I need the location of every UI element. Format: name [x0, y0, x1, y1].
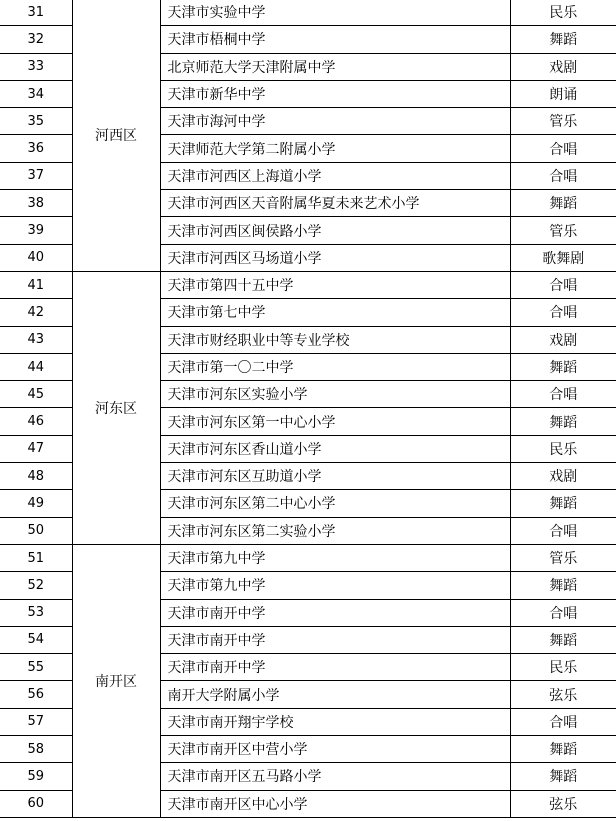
- school-name-cell: 天津市河西区上海道小学: [160, 162, 510, 189]
- category-cell: 舞蹈: [510, 408, 616, 435]
- row-number: 35: [0, 108, 72, 135]
- category-cell: 舞蹈: [510, 490, 616, 517]
- school-name-cell: 天津市河东区第一中心小学: [160, 408, 510, 435]
- row-number: 49: [0, 490, 72, 517]
- category-cell: 戏剧: [510, 326, 616, 353]
- row-number: 32: [0, 26, 72, 53]
- category-cell: 舞蹈: [510, 190, 616, 217]
- row-number: 59: [0, 763, 72, 790]
- row-number: 33: [0, 53, 72, 80]
- row-number: 50: [0, 517, 72, 544]
- category-cell: 民乐: [510, 435, 616, 462]
- school-name-cell: 天津市南开中学: [160, 599, 510, 626]
- category-cell: 合唱: [510, 299, 616, 326]
- school-name-cell: 天津市南开翔宇学校: [160, 708, 510, 735]
- district-cell: 南开区: [72, 544, 160, 817]
- category-cell: 弦乐: [510, 790, 616, 817]
- category-cell: 合唱: [510, 381, 616, 408]
- row-number: 51: [0, 544, 72, 571]
- school-name-cell: 天津市财经职业中等专业学校: [160, 326, 510, 353]
- school-name-cell: 天津市河东区第二实验小学: [160, 517, 510, 544]
- row-number: 41: [0, 271, 72, 298]
- category-cell: 朗诵: [510, 80, 616, 107]
- category-cell: 合唱: [510, 599, 616, 626]
- category-cell: 合唱: [510, 135, 616, 162]
- school-name-cell: 天津市河西区马场道小学: [160, 244, 510, 271]
- category-cell: 舞蹈: [510, 572, 616, 599]
- school-name-cell: 天津市梧桐中学: [160, 26, 510, 53]
- category-cell: 合唱: [510, 517, 616, 544]
- row-number: 55: [0, 654, 72, 681]
- category-cell: 戏剧: [510, 463, 616, 490]
- school-name-cell: 天津市第四十五中学: [160, 271, 510, 298]
- category-cell: 舞蹈: [510, 26, 616, 53]
- school-name-cell: 天津市河西区闽侯路小学: [160, 217, 510, 244]
- category-cell: 戏剧: [510, 53, 616, 80]
- category-cell: 管乐: [510, 544, 616, 571]
- school-name-cell: 天津市第九中学: [160, 572, 510, 599]
- row-number: 36: [0, 135, 72, 162]
- school-name-cell: 天津市河东区香山道小学: [160, 435, 510, 462]
- school-name-cell: 天津市河东区第二中心小学: [160, 490, 510, 517]
- district-cell: 河西区: [72, 0, 160, 271]
- row-number: 56: [0, 681, 72, 708]
- category-cell: 弦乐: [510, 681, 616, 708]
- table-row: [0, 271, 616, 298]
- school-name-cell: 天津市南开区中心小学: [160, 790, 510, 817]
- row-number: 44: [0, 353, 72, 380]
- table-row: [0, 544, 616, 571]
- row-number: 34: [0, 80, 72, 107]
- school-name-cell: 南开大学附属小学: [160, 681, 510, 708]
- school-name-cell: 天津市河西区天音附属华夏未来艺术小学: [160, 190, 510, 217]
- category-cell: 民乐: [510, 0, 616, 26]
- row-number: 39: [0, 217, 72, 244]
- row-number: 54: [0, 626, 72, 653]
- school-name-cell: 天津市河东区实验小学: [160, 381, 510, 408]
- school-name-cell: 天津市南开中学: [160, 654, 510, 681]
- row-number: 48: [0, 463, 72, 490]
- table-row: [0, 0, 616, 26]
- district-cell: 河东区: [72, 271, 160, 544]
- category-cell: 民乐: [510, 654, 616, 681]
- school-name-cell: 北京师范大学天津附属中学: [160, 53, 510, 80]
- school-name-cell: 天津市河东区互助道小学: [160, 463, 510, 490]
- category-cell: 舞蹈: [510, 736, 616, 763]
- school-name-cell: 天津市第一〇二中学: [160, 353, 510, 380]
- category-cell: 歌舞剧: [510, 244, 616, 271]
- row-number: 47: [0, 435, 72, 462]
- row-number: 31: [0, 0, 72, 26]
- row-number: 37: [0, 162, 72, 189]
- row-number: 52: [0, 572, 72, 599]
- category-cell: 舞蹈: [510, 353, 616, 380]
- school-name-cell: 天津市实验中学: [160, 0, 510, 26]
- row-number: 46: [0, 408, 72, 435]
- row-number: 45: [0, 381, 72, 408]
- row-number: 53: [0, 599, 72, 626]
- row-number: 38: [0, 190, 72, 217]
- category-cell: 管乐: [510, 108, 616, 135]
- category-cell: 管乐: [510, 217, 616, 244]
- row-number: 40: [0, 244, 72, 271]
- category-cell: 合唱: [510, 271, 616, 298]
- row-number: 43: [0, 326, 72, 353]
- school-name-cell: 天津市南开区五马路小学: [160, 763, 510, 790]
- row-number: 60: [0, 790, 72, 817]
- school-name-cell: 天津市第七中学: [160, 299, 510, 326]
- row-number: 42: [0, 299, 72, 326]
- school-name-cell: 天津市第九中学: [160, 544, 510, 571]
- school-name-cell: 天津市南开中学: [160, 626, 510, 653]
- category-cell: 舞蹈: [510, 763, 616, 790]
- school-name-cell: 天津市海河中学: [160, 108, 510, 135]
- school-name-cell: 天津市南开区中营小学: [160, 736, 510, 763]
- row-number: 57: [0, 708, 72, 735]
- school-name-cell: 天津市新华中学: [160, 80, 510, 107]
- category-cell: 合唱: [510, 708, 616, 735]
- category-cell: 舞蹈: [510, 626, 616, 653]
- school-name-cell: 天津师范大学第二附属小学: [160, 135, 510, 162]
- row-number: 58: [0, 736, 72, 763]
- category-cell: 合唱: [510, 162, 616, 189]
